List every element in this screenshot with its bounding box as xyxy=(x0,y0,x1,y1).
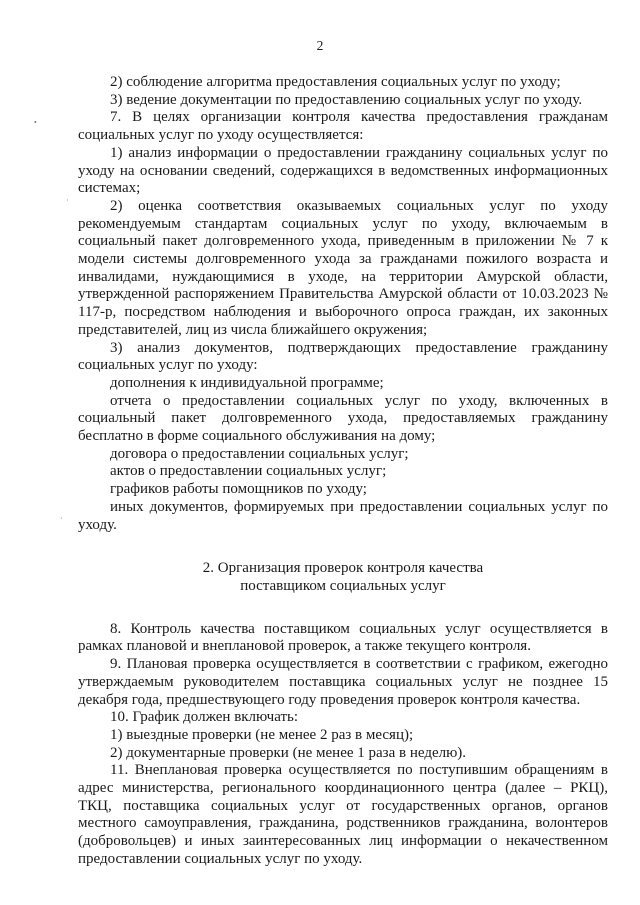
paragraph: 3) анализ документов, подтверждающих предоставление гражданину социальных услуг по уходу: xyxy=(78,339,608,374)
paragraph: 1) выездные проверки (не менее 2 раз в месяц); xyxy=(110,726,414,743)
paragraphs-before-heading xyxy=(78,74,608,534)
paragraph: 11. Внеплановая проверка осуществляется по поступившим обращениям в адрес министерства, регионального координационного центра (далее – РКЦ), ТКЦ, поставщика социальных услуг от государственных органов, органов местного самоуправления, гражданина, родственников гражданина, волонтеров (добровольцев) и иных заинтересованных лиц информации о некачественном предоставлении социальных услуг по уходу. xyxy=(78,762,608,867)
paragraph: актов о предоставлении социальных услуг; xyxy=(110,463,387,480)
scan-speck: · xyxy=(60,514,63,523)
paragraph: графиков работы помощников по уходу; xyxy=(110,481,367,498)
document-body xyxy=(78,74,608,869)
paragraph: иных документов, формируемых при предоставлении социальных услуг по уходу. xyxy=(78,498,608,533)
paragraphs-after-heading xyxy=(78,621,608,869)
paragraph: 10. График должен включать: xyxy=(110,709,299,726)
paragraph: 2) оценка соответствия оказываемых социальных услуг по уходу рекомендуемым стандартам социальных услуг по уходу, включаемым в социальный пакет долговременного ухода, приведенным в приложении № 7 к модели системы долговременного ухода за гражданами пожилого возраста и инвалидами, нуждающимися в уходе, на территории Амурской области, утвержденной распоряжением Правительства Амурской области от 10.03.2023 № 117-р, посредством наблюдения и выборочного опроса граждан, их законных представителей, лиц из числа ближайшего окружения; xyxy=(78,197,608,338)
paragraph: 2) соблюдение алгоритма предоставления социальных услуг по уходу; xyxy=(110,74,561,90)
paragraph: 9. Плановая проверка осуществляется в соответствии с графиком, ежегодно утверждаемым руководителем поставщика социальных услуг не позднее 15 декабря года, предшествующего году проведения проверок контроля качества. xyxy=(78,656,608,708)
paragraph: 1) анализ информации о предоставлении гражданину социальных услуг по уходу на основании сведений, содержащихся в ведомственных информационных системах; xyxy=(78,144,608,197)
section-heading-line-1: 2. Организация проверок контроля качества xyxy=(202,560,484,577)
paragraph: договора о предоставлении социальных услуг; xyxy=(110,445,409,462)
page-number: 2 xyxy=(316,38,324,53)
paragraph: дополнения к индивидуальной программе; xyxy=(110,374,384,391)
paragraph: 3) ведение документации по предоставлению социальных услуг по уходу. xyxy=(110,91,583,108)
scan-speck: · xyxy=(66,196,69,205)
scan-speck: • xyxy=(34,118,37,127)
paragraph: отчета о предоставлении социальных услуг по уходу, включенных в социальный пакет долговременного ухода, предоставляемых гражданину бесплатно в форме социального обслуживания на дому; xyxy=(78,392,608,445)
paragraph: 8. Контроль качества поставщиком социальных услуг осуществляется в рамках плановой и внеплановой проверок, а также текущего контроля. xyxy=(78,620,608,655)
section-heading-line-2: поставщиком социальных услуг xyxy=(240,577,446,594)
section-heading xyxy=(78,560,608,595)
paragraph: 2) документарные проверки (не менее 1 раза в неделю). xyxy=(110,744,467,761)
paragraph: 7. В целях организации контроля качества предоставления гражданам социальных услуг по уходу осуществляется: xyxy=(78,109,608,144)
